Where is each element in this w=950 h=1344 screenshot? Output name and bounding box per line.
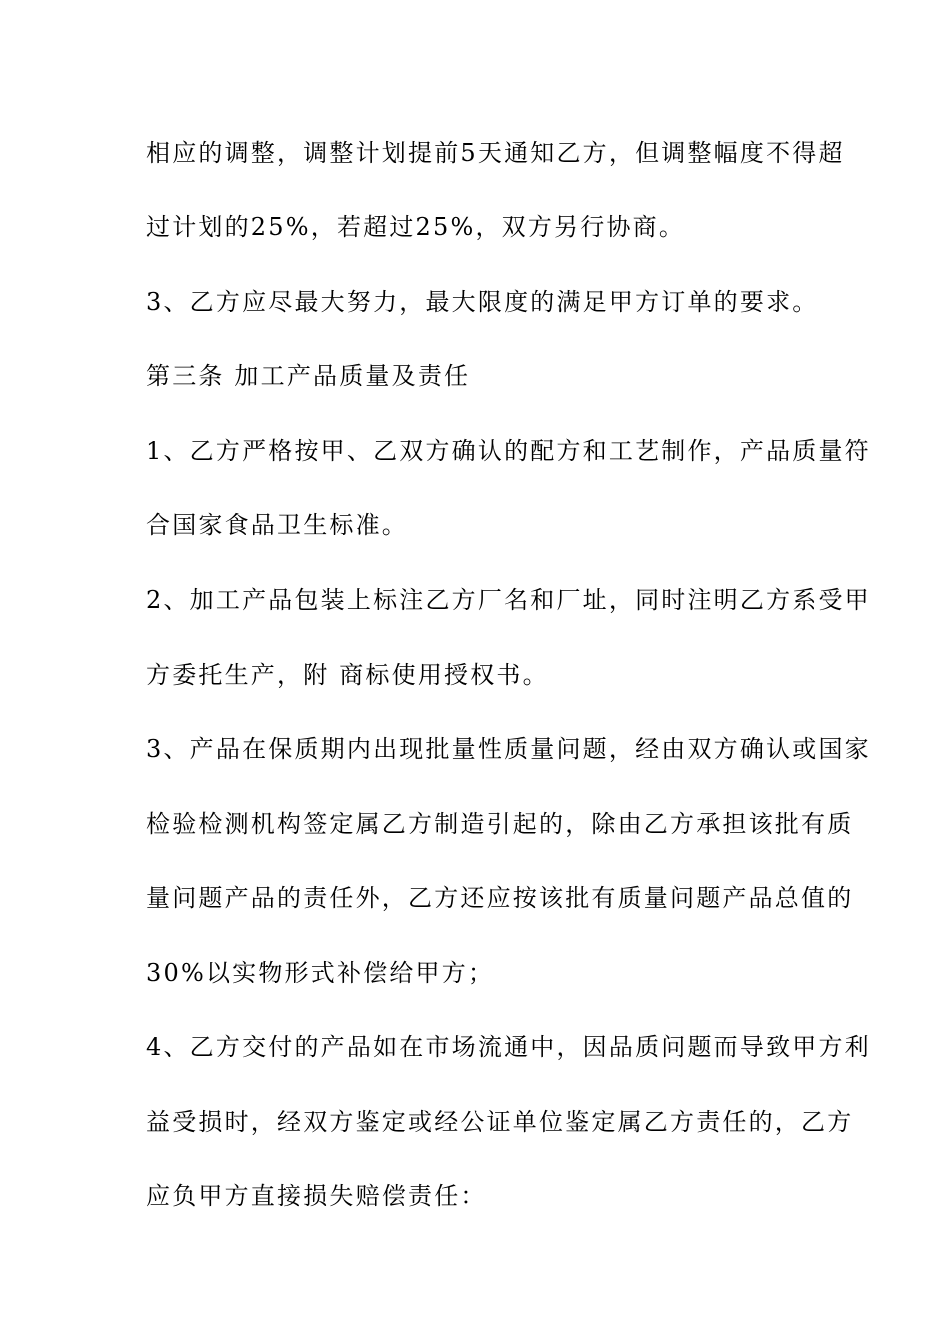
paragraph-line: 3、产品在保质期内出现批量性质量问题，经由双方确认或国家 <box>146 735 871 763</box>
paragraph-line: 2、加工产品包装上标注乙方厂名和厂址，同时注明乙方系受甲 <box>146 586 871 614</box>
paragraph-line: 合国家食品卫生标准。 <box>146 511 408 539</box>
paragraph-line: 过计划的25%，若超过25%，双方另行协商。 <box>146 213 686 241</box>
paragraph-line: 相应的调整，调整计划提前5天通知乙方，但调整幅度不得超 <box>146 139 845 167</box>
paragraph-line: 3、乙方应尽最大努力，最大限度的满足甲方订单的要求。 <box>146 288 819 316</box>
paragraph-line: 益受损时，经双方鉴定或经公证单位鉴定属乙方责任的，乙方 <box>146 1108 854 1136</box>
paragraph-line: 量问题产品的责任外，乙方还应按该批有质量问题产品总值的 <box>146 884 854 912</box>
paragraph-line: 30%以实物形式补偿给甲方； <box>146 959 495 987</box>
paragraph-line: 检验检测机构签定属乙方制造引起的，除由乙方承担该批有质 <box>146 810 854 838</box>
paragraph-line: 1、乙方严格按甲、乙双方确认的配方和工艺制作，产品质量符 <box>146 437 871 465</box>
paragraph-line: 应负甲方直接损失赔偿责任： <box>146 1182 487 1210</box>
paragraph-line: 方委托生产，附 商标使用授权书。 <box>146 661 549 689</box>
section-heading: 第三条 加工产品质量及责任 <box>146 362 471 390</box>
paragraph-line: 4、乙方交付的产品如在市场流通中，因品质问题而导致甲方利 <box>146 1033 871 1061</box>
